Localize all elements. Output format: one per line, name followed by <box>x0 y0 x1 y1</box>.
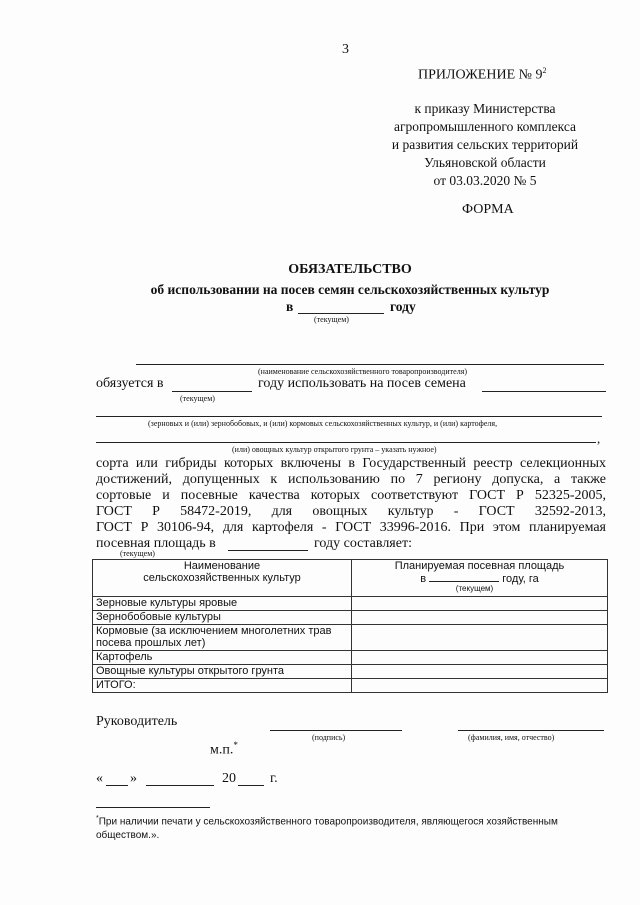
date-close-quote: » <box>130 771 137 786</box>
full-name-hint: (фамилия, имя, отчество) <box>468 733 555 742</box>
crop-hint-1: (зерновых и (или) зернобобовых, и (или) кормовых сельскохозяйственных культур, и (или) картофеля, <box>148 419 498 428</box>
producer-name-field[interactable] <box>136 364 604 365</box>
row-total-value[interactable] <box>352 679 608 693</box>
table-row <box>93 665 608 679</box>
title-year-suffix: году <box>390 299 416 314</box>
area-line-end: году составляет: <box>314 536 412 551</box>
obligation-year-hint: (текущем) <box>180 394 215 403</box>
table-total-row <box>93 679 608 693</box>
row-crop-name: Овощные культуры открытого грунта <box>93 665 352 679</box>
row-crop-name: Зернобобовые культуры <box>93 611 352 625</box>
paragraph-line-5: ГОСТ Р 30106-94, для картофеля - ГОСТ 33996-2016. При этом планируемая <box>96 520 606 535</box>
row-area-value[interactable] <box>352 625 608 651</box>
col-crop-header-line-2: сельскохозяйственных культур <box>143 572 301 584</box>
area-line-start: посевная площадь в <box>96 536 216 551</box>
title-year-hint: (текущем) <box>314 315 349 324</box>
full-name-field[interactable] <box>458 730 604 731</box>
paragraph-line-3: сортовые и посевные качества которых соответствуют ГОСТ Р 52325-2005, <box>96 488 606 503</box>
crop-line-comma: , <box>597 431 601 446</box>
table-row <box>93 611 608 625</box>
obligation-end: году использовать на посев семена <box>258 376 466 391</box>
appendix-title <box>418 66 547 84</box>
producer-hint: (наименование сельскохозяйственного товаропроизводителя) <box>258 367 468 376</box>
date-day-field[interactable] <box>106 785 128 786</box>
order-line-1: к приказу Министерства <box>414 101 556 116</box>
footnote-text-line-1: При наличии печати у сельскохозяйственного товаропроизводителя, являющегося хозяйственным <box>98 816 558 828</box>
row-area-value[interactable] <box>352 665 608 679</box>
col-area-hint: (текущем) <box>455 584 494 593</box>
row-area-value[interactable] <box>352 597 608 611</box>
appendix-main: ПРИЛОЖЕНИЕ № 9 <box>418 67 543 83</box>
stamp-label: м.п. <box>210 742 234 758</box>
order-reference <box>370 100 600 190</box>
date-year-suffix: г. <box>270 771 278 786</box>
footnote-divider <box>96 807 210 808</box>
date-month-field[interactable] <box>146 785 214 786</box>
title-year-field[interactable] <box>298 313 384 314</box>
paragraph-line-4: ГОСТ Р 58472-2019, для овощных культур - ГОСТ 32592-2013, <box>96 504 606 519</box>
col-area-year-field[interactable] <box>429 572 499 582</box>
crop-hint-2: (или) овощных культур открытого грунта – указать нужное) <box>232 445 437 454</box>
date-year-prefix: 20 <box>222 771 236 786</box>
date-open-quote: « <box>96 771 103 786</box>
signature-hint: (подпись) <box>312 733 346 742</box>
obligation-year-field[interactable] <box>172 391 252 392</box>
row-area-value[interactable] <box>352 651 608 665</box>
crop-type-field-2[interactable] <box>96 442 596 443</box>
document-subtitle: об использовании на посев семян сельскохозяйственных культур <box>150 282 550 297</box>
signature-field[interactable] <box>270 730 402 731</box>
row-crop-name: Картофель <box>93 651 352 665</box>
col-area-header-line-1: Планируемая посевная площадь <box>394 560 565 572</box>
row-total-label: ИТОГО: <box>93 679 352 693</box>
obligation-paragraph <box>96 456 606 536</box>
row-crop-name: Зерновые культуры яровые <box>93 597 352 611</box>
page-number: 3 <box>342 42 349 57</box>
obligation-start: обязуется в <box>96 376 164 391</box>
appendix-superscript: 2 <box>542 66 547 75</box>
order-line-5: от 03.03.2020 № 5 <box>433 173 537 188</box>
planned-area-table <box>92 559 608 693</box>
table-row <box>93 597 608 611</box>
col-crop-header <box>93 560 352 597</box>
table-header-row <box>93 560 608 597</box>
document-title: ОБЯЗАТЕЛЬСТВО <box>288 262 412 277</box>
col-area-suffix: году, га <box>502 573 539 585</box>
crop-type-field-1[interactable] <box>96 416 602 417</box>
paragraph-line-1: сорта или гибриды которых включены в Государственный реестр селекционных <box>96 456 606 471</box>
head-label: Руководитель <box>96 714 178 729</box>
col-area-prefix: в <box>420 573 427 585</box>
date-year-field[interactable] <box>238 785 264 786</box>
form-label: ФОРМА <box>462 202 514 217</box>
area-year-field[interactable] <box>228 550 308 551</box>
footnote-mark: * <box>96 815 99 822</box>
order-line-2: агропромышленного комплекса <box>394 119 576 134</box>
row-crop-name: Кормовые (за исключением многолетних трав посева прошлых лет) <box>93 625 352 651</box>
stamp-place <box>210 740 238 759</box>
row-area-value[interactable] <box>352 611 608 625</box>
col-crop-header-line-1: Наименование <box>183 560 261 572</box>
col-area-header <box>352 560 608 597</box>
table-row <box>93 625 608 651</box>
seeds-field[interactable] <box>482 391 606 392</box>
order-line-3: и развития сельских территорий <box>391 137 579 152</box>
paragraph-line-2: достижений, допущенных к использованию по 7 региону допуска, а также <box>96 472 606 487</box>
footnote-text-line-2: обществом.». <box>96 830 160 842</box>
order-line-4: Ульяновской области <box>424 155 546 170</box>
stamp-footnote-mark: * <box>233 740 238 750</box>
area-year-hint: (текущем) <box>120 549 155 558</box>
footnote <box>96 812 608 843</box>
table-row <box>93 651 608 665</box>
title-year-prefix: в <box>286 299 294 314</box>
